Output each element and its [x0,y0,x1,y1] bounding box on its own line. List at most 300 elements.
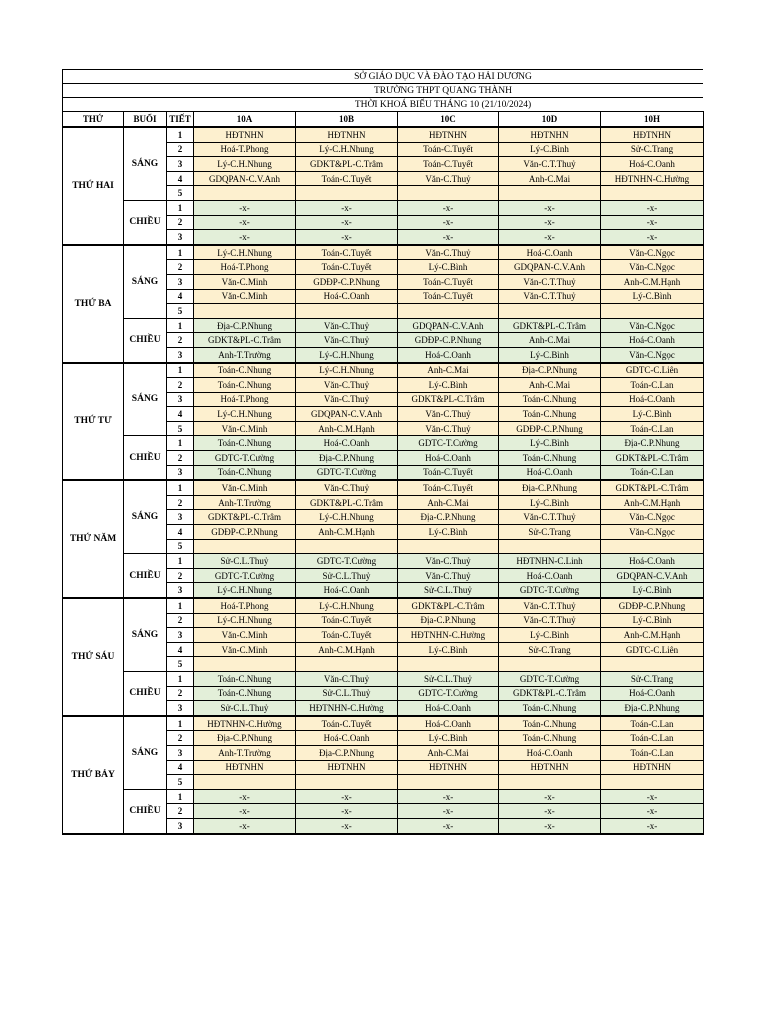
col-header-day: THỨ [63,112,124,128]
lesson-cell-10d: Hoá-C.Oanh [499,245,601,260]
lesson-cell-10h: Lý-C.Bình [601,407,704,422]
lesson-cell-10d: Anh-C.Mai [499,333,601,348]
lesson-cell-10d: Toán-C.Nhung [499,716,601,731]
lesson-cell-10c: Lý-C.Bình [398,378,499,393]
lesson-cell-10a: Toán-C.Nhung [194,465,296,480]
lesson-cell-10d: Lý-C.Bình [499,628,601,643]
period-number: 1 [167,789,194,804]
lesson-cell-10b: HĐTNHN [296,760,398,775]
lesson-cell-10c: Anh-C.Mai [398,363,499,378]
lesson-cell-10b: Văn-C.Thuỷ [296,318,398,333]
table-row [63,318,704,333]
lesson-cell-10h: Hoá-C.Oanh [601,554,704,569]
lesson-cell-10c: GDQPAN-C.V.Anh [398,318,499,333]
lesson-cell-10d: Lý-C.Bình [499,347,601,362]
lesson-cell-10d [499,775,601,790]
lesson-cell-10d [499,186,601,201]
lesson-cell-10h: GDTC-C.Liên [601,363,704,378]
lesson-cell-10a: Văn-C.Minh [194,289,296,304]
period-number: 4 [167,760,194,775]
lesson-cell-10d [499,304,601,319]
lesson-cell-10h: Địa-C.P.Nhung [601,701,704,716]
lesson-cell-10h: Sử-C.Trang [601,142,704,157]
lesson-cell-10h: -x- [601,230,704,245]
lesson-cell-10b: GDTC-T.Cường [296,554,398,569]
lesson-cell-10c: HĐTNHN-C.Hường [398,628,499,643]
period-number: 4 [167,642,194,657]
lesson-cell-10a: Anh-T.Trường [194,495,296,510]
lesson-cell-10c: Anh-C.Mai [398,745,499,760]
day-label: THỨ HAI [63,127,124,245]
lesson-cell-10c: Địa-C.P.Nhung [398,613,499,628]
lesson-cell-10c: Văn-C.Thuỷ [398,421,499,436]
period-number: 2 [167,451,194,466]
lesson-cell-10b: Lý-C.H.Nhung [296,598,398,613]
lesson-cell-10d: GDTC-T.Cường [499,671,601,686]
lesson-cell-10a: -x- [194,200,296,215]
lesson-cell-10d: Anh-C.Mai [499,378,601,393]
lesson-cell-10d: HĐTNHN [499,760,601,775]
lesson-cell-10h [601,775,704,790]
lesson-cell-10a: GDTC-T.Cường [194,568,296,583]
lesson-cell-10b: GDTC-T.Cường [296,465,398,480]
lesson-cell-10a: GDKT&PL-C.Trâm [194,510,296,525]
lesson-cell-10c: Hoá-C.Oanh [398,451,499,466]
lesson-cell-10b: Sử-C.L.Thuỷ [296,686,398,701]
lesson-cell-10b: -x- [296,215,398,230]
lesson-cell-10c: Văn-C.Thuỷ [398,568,499,583]
col-header-10c: 10C [398,112,499,128]
timetable [62,111,704,835]
period-number: 3 [167,701,194,716]
lesson-cell-10a: Văn-C.Minh [194,274,296,289]
lesson-cell-10b: Địa-C.P.Nhung [296,451,398,466]
lesson-cell-10b: Văn-C.Thuỷ [296,392,398,407]
table-row [63,245,704,260]
period-number: 4 [167,171,194,186]
period-number: 1 [167,200,194,215]
period-number: 2 [167,613,194,628]
lesson-cell-10c: Hoá-C.Oanh [398,716,499,731]
lesson-cell-10b [296,775,398,790]
lesson-cell-10c: Toán-C.Tuyết [398,465,499,480]
col-header-session: BUỔI [124,112,167,128]
lesson-cell-10h: Toán-C.Lan [601,731,704,746]
lesson-cell-10b: Hoá-C.Oanh [296,583,398,598]
lesson-cell-10h [601,186,704,201]
day-label: THỨ BẢY [63,716,124,834]
day-label: THỨ NĂM [63,480,124,598]
day-label: THỨ TƯ [63,363,124,481]
lesson-cell-10c: Văn-C.Thuỷ [398,407,499,422]
lesson-cell-10c: HĐTNHN [398,127,499,142]
lesson-cell-10b: Hoá-C.Oanh [296,731,398,746]
lesson-cell-10d: GDQPAN-C.V.Anh [499,260,601,275]
lesson-cell-10h: Anh-C.M.Hạnh [601,495,704,510]
lesson-cell-10h: GDĐP-C.P.Nhung [601,598,704,613]
session-label-morning: SÁNG [124,598,167,671]
lesson-cell-10d: Văn-C.T.Thuỷ [499,157,601,172]
lesson-cell-10a: -x- [194,818,296,833]
timetable-title: THỜI KHOÁ BIỂU THÁNG 10 (21/10/2024) [62,97,703,111]
lesson-cell-10c: Toán-C.Tuyết [398,480,499,495]
session-label-afternoon: CHIỀU [124,318,167,362]
lesson-cell-10a: Địa-C.P.Nhung [194,731,296,746]
lesson-cell-10a: Sử-C.L.Thuỷ [194,701,296,716]
lesson-cell-10a: GDQPAN-C.V.Anh [194,171,296,186]
session-label-afternoon: CHIỀU [124,671,167,715]
lesson-cell-10d: Văn-C.T.Thuỷ [499,510,601,525]
lesson-cell-10h: GDQPAN-C.V.Anh [601,568,704,583]
lesson-cell-10c: Hoá-C.Oanh [398,701,499,716]
lesson-cell-10h: Địa-C.P.Nhung [601,436,704,451]
lesson-cell-10a: Văn-C.Minh [194,628,296,643]
period-number: 2 [167,142,194,157]
table-row [63,127,704,142]
lesson-cell-10c: Lý-C.Bình [398,731,499,746]
lesson-cell-10c: Văn-C.Thuỷ [398,245,499,260]
period-number: 2 [167,215,194,230]
period-number: 5 [167,775,194,790]
period-number: 2 [167,731,194,746]
lesson-cell-10b: Lý-C.H.Nhung [296,363,398,378]
lesson-cell-10h: Văn-C.Ngọc [601,525,704,540]
lesson-cell-10c [398,186,499,201]
lesson-cell-10d: -x- [499,804,601,819]
lesson-cell-10d: Văn-C.T.Thuỷ [499,613,601,628]
lesson-cell-10h: Anh-C.M.Hạnh [601,274,704,289]
lesson-cell-10h: GDTC-C.Liên [601,642,704,657]
lesson-cell-10b: Văn-C.Thuỷ [296,378,398,393]
lesson-cell-10b: Văn-C.Thuỷ [296,671,398,686]
lesson-cell-10h: Toán-C.Lan [601,421,704,436]
lesson-cell-10a: Sử-C.L.Thuỷ [194,554,296,569]
lesson-cell-10b: Lý-C.H.Nhung [296,510,398,525]
period-number: 3 [167,583,194,598]
lesson-cell-10c: GDTC-T.Cường [398,686,499,701]
lesson-cell-10h: Văn-C.Ngọc [601,245,704,260]
lesson-cell-10h: Văn-C.Ngọc [601,510,704,525]
lesson-cell-10a: Hoá-T.Phong [194,598,296,613]
lesson-cell-10d: HĐTNHN-C.Linh [499,554,601,569]
period-number: 1 [167,363,194,378]
lesson-cell-10c: Văn-C.Thuỷ [398,554,499,569]
lesson-cell-10a: Lý-C.H.Nhung [194,157,296,172]
period-number: 5 [167,657,194,672]
lesson-cell-10h: GDKT&PL-C.Trâm [601,480,704,495]
lesson-cell-10d: Lý-C.Bình [499,436,601,451]
lesson-cell-10h: Hoá-C.Oanh [601,333,704,348]
col-header-period: TIẾT [167,112,194,128]
session-label-afternoon: CHIỀU [124,789,167,833]
lesson-cell-10a: Toán-C.Nhung [194,686,296,701]
lesson-cell-10d: Hoá-C.Oanh [499,465,601,480]
lesson-cell-10b: -x- [296,818,398,833]
lesson-cell-10d: Toán-C.Nhung [499,451,601,466]
lesson-cell-10h: Hoá-C.Oanh [601,157,704,172]
table-row [63,789,704,804]
lesson-cell-10b: Lý-C.H.Nhung [296,142,398,157]
period-number: 3 [167,745,194,760]
lesson-cell-10d [499,657,601,672]
lesson-cell-10c: GDKT&PL-C.Trâm [398,392,499,407]
lesson-cell-10a [194,186,296,201]
lesson-cell-10c [398,539,499,554]
lesson-cell-10a: Lý-C.H.Nhung [194,407,296,422]
lesson-cell-10b: Sử-C.L.Thuỷ [296,568,398,583]
lesson-cell-10h: Toán-C.Lan [601,745,704,760]
lesson-cell-10b: -x- [296,200,398,215]
table-row [63,598,704,613]
lesson-cell-10d: GDKT&PL-C.Trâm [499,318,601,333]
lesson-cell-10b: Toán-C.Tuyết [296,716,398,731]
lesson-cell-10a: Lý-C.H.Nhung [194,245,296,260]
lesson-cell-10a: Toán-C.Nhung [194,671,296,686]
period-number: 3 [167,465,194,480]
lesson-cell-10h: Lý-C.Bình [601,583,704,598]
lesson-cell-10a: Địa-C.P.Nhung [194,318,296,333]
session-label-afternoon: CHIỀU [124,200,167,244]
period-number: 1 [167,554,194,569]
lesson-cell-10c: HĐTNHN [398,760,499,775]
period-number: 1 [167,127,194,142]
lesson-cell-10a: Lý-C.H.Nhung [194,583,296,598]
lesson-cell-10h: -x- [601,789,704,804]
period-number: 3 [167,347,194,362]
lesson-cell-10c: Sử-C.L.Thuỷ [398,671,499,686]
lesson-cell-10b [296,186,398,201]
lesson-cell-10d: -x- [499,789,601,804]
lesson-cell-10c: -x- [398,818,499,833]
lesson-cell-10d: Lý-C.Bình [499,142,601,157]
table-row [63,480,704,495]
lesson-cell-10b: Toán-C.Tuyết [296,628,398,643]
lesson-cell-10h [601,657,704,672]
lesson-cell-10d: Toán-C.Nhung [499,701,601,716]
lesson-cell-10b: Toán-C.Tuyết [296,260,398,275]
lesson-cell-10b: Toán-C.Tuyết [296,613,398,628]
col-header-10b: 10B [296,112,398,128]
col-header-10d: 10D [499,112,601,128]
lesson-cell-10d: Sử-C.Trang [499,525,601,540]
table-row [63,671,704,686]
period-number: 2 [167,333,194,348]
lesson-cell-10d: Địa-C.P.Nhung [499,363,601,378]
lesson-cell-10d: Văn-C.T.Thuỷ [499,598,601,613]
period-number: 2 [167,260,194,275]
lesson-cell-10c: Toán-C.Tuyết [398,157,499,172]
col-header-10h: 10H [601,112,704,128]
col-header-10a: 10A [194,112,296,128]
lesson-cell-10b: Toán-C.Tuyết [296,245,398,260]
timetable-sheet [62,69,703,835]
lesson-cell-10c: Toán-C.Tuyết [398,142,499,157]
lesson-cell-10b: Địa-C.P.Nhung [296,745,398,760]
period-number: 1 [167,716,194,731]
timetable-body [63,127,704,834]
period-number: 1 [167,480,194,495]
lesson-cell-10a [194,657,296,672]
lesson-cell-10b: Anh-C.M.Hạnh [296,642,398,657]
lesson-cell-10h: Hoá-C.Oanh [601,686,704,701]
period-number: 5 [167,421,194,436]
lesson-cell-10d: Toán-C.Nhung [499,407,601,422]
period-number: 1 [167,436,194,451]
lesson-cell-10h: HĐTNHN-C.Hường [601,171,704,186]
period-number: 1 [167,318,194,333]
lesson-cell-10h: Lý-C.Bình [601,289,704,304]
period-number: 3 [167,274,194,289]
lesson-cell-10d: Toán-C.Nhung [499,731,601,746]
lesson-cell-10c: Toán-C.Tuyết [398,274,499,289]
lesson-cell-10d: Sử-C.Trang [499,642,601,657]
lesson-cell-10a: -x- [194,804,296,819]
period-number: 2 [167,804,194,819]
lesson-cell-10b: Văn-C.Thuỷ [296,333,398,348]
period-number: 3 [167,818,194,833]
lesson-cell-10b: GDKT&PL-C.Trâm [296,157,398,172]
lesson-cell-10b: -x- [296,230,398,245]
lesson-cell-10c: -x- [398,804,499,819]
lesson-cell-10b: GDKT&PL-C.Trâm [296,495,398,510]
lesson-cell-10a: -x- [194,215,296,230]
session-label-morning: SÁNG [124,127,167,200]
session-label-morning: SÁNG [124,716,167,789]
lesson-cell-10a [194,304,296,319]
period-number: 4 [167,407,194,422]
lesson-cell-10c [398,775,499,790]
lesson-cell-10h: -x- [601,200,704,215]
lesson-cell-10d: -x- [499,230,601,245]
lesson-cell-10a: Hoá-T.Phong [194,142,296,157]
lesson-cell-10d: Hoá-C.Oanh [499,568,601,583]
lesson-cell-10h: Văn-C.Ngọc [601,318,704,333]
lesson-cell-10c: Anh-C.Mai [398,495,499,510]
period-number: 5 [167,539,194,554]
lesson-cell-10a: Toán-C.Nhung [194,363,296,378]
lesson-cell-10c: Hoá-C.Oanh [398,347,499,362]
day-label: THỨ SÁU [63,598,124,716]
lesson-cell-10a: Anh-T.Trường [194,745,296,760]
lesson-cell-10h: Toán-C.Lan [601,465,704,480]
lesson-cell-10b: -x- [296,804,398,819]
lesson-cell-10d: Anh-C.Mai [499,171,601,186]
lesson-cell-10c: GDĐP-C.P.Nhung [398,333,499,348]
lesson-cell-10b [296,304,398,319]
session-label-morning: SÁNG [124,245,167,318]
lesson-cell-10c: Sử-C.L.Thuỷ [398,583,499,598]
lesson-cell-10c: GDKT&PL-C.Trâm [398,598,499,613]
period-number: 3 [167,628,194,643]
lesson-cell-10h: GDKT&PL-C.Trâm [601,451,704,466]
lesson-cell-10d: Văn-C.T.Thuỷ [499,289,601,304]
period-number: 3 [167,230,194,245]
lesson-cell-10d: Lý-C.Bình [499,495,601,510]
lesson-cell-10d [499,539,601,554]
lesson-cell-10a [194,539,296,554]
table-row [63,716,704,731]
day-label: THỨ BA [63,245,124,363]
lesson-cell-10c: -x- [398,230,499,245]
lesson-cell-10b: Anh-C.M.Hạnh [296,421,398,436]
lesson-cell-10a: GDĐP-C.P.Nhung [194,525,296,540]
lesson-cell-10a: Văn-C.Minh [194,480,296,495]
lesson-cell-10b: -x- [296,789,398,804]
period-number: 1 [167,598,194,613]
lesson-cell-10c: -x- [398,789,499,804]
lesson-cell-10d: GDĐP-C.P.Nhung [499,421,601,436]
period-number: 4 [167,289,194,304]
lesson-cell-10c: Lý-C.Bình [398,642,499,657]
table-row [63,436,704,451]
lesson-cell-10c [398,304,499,319]
session-label-afternoon: CHIỀU [124,436,167,480]
period-number: 3 [167,157,194,172]
lesson-cell-10c: GDTC-T.Cường [398,436,499,451]
period-number: 1 [167,245,194,260]
lesson-cell-10h: -x- [601,818,704,833]
lesson-cell-10b: Toán-C.Tuyết [296,171,398,186]
lesson-cell-10c: Toán-C.Tuyết [398,289,499,304]
period-number: 1 [167,671,194,686]
lesson-cell-10d: -x- [499,215,601,230]
lesson-cell-10a: -x- [194,789,296,804]
lesson-cell-10h: HĐTNHN [601,127,704,142]
lesson-cell-10d: Hoá-C.Oanh [499,745,601,760]
period-number: 3 [167,510,194,525]
lesson-cell-10h: Toán-C.Lan [601,716,704,731]
lesson-cell-10h: -x- [601,215,704,230]
lesson-cell-10a: Văn-C.Minh [194,421,296,436]
lesson-cell-10h: -x- [601,804,704,819]
lesson-cell-10d: -x- [499,818,601,833]
lesson-cell-10h: Văn-C.Ngọc [601,260,704,275]
lesson-cell-10b: Văn-C.Thuỷ [296,480,398,495]
session-label-afternoon: CHIỀU [124,554,167,598]
lesson-cell-10h: Lý-C.Bình [601,613,704,628]
school-name: TRƯỜNG THPT QUANG THÀNH [62,83,703,97]
lesson-cell-10d: GDTC-T.Cường [499,583,601,598]
lesson-cell-10c [398,657,499,672]
lesson-cell-10c: Lý-C.Bình [398,525,499,540]
lesson-cell-10b: Hoá-C.Oanh [296,289,398,304]
period-number: 5 [167,304,194,319]
session-label-morning: SÁNG [124,363,167,436]
lesson-cell-10a: Toán-C.Nhung [194,436,296,451]
lesson-cell-10h: HĐTNHN [601,760,704,775]
table-row [63,200,704,215]
lesson-cell-10h [601,304,704,319]
lesson-cell-10c: -x- [398,200,499,215]
lesson-cell-10a: Anh-T.Trường [194,347,296,362]
lesson-cell-10a: Hoá-T.Phong [194,260,296,275]
lesson-cell-10b: Hoá-C.Oanh [296,436,398,451]
lesson-cell-10d: Toán-C.Nhung [499,392,601,407]
lesson-cell-10c: Địa-C.P.Nhung [398,510,499,525]
lesson-cell-10h: Văn-C.Ngọc [601,347,704,362]
lesson-cell-10c: Văn-C.Thuỷ [398,171,499,186]
lesson-cell-10d: -x- [499,200,601,215]
lesson-cell-10d: GDKT&PL-C.Trâm [499,686,601,701]
lesson-cell-10h: Hoá-C.Oanh [601,392,704,407]
column-header-row [63,112,704,128]
period-number: 4 [167,525,194,540]
lesson-cell-10h: Toán-C.Lan [601,378,704,393]
lesson-cell-10c: Lý-C.Bình [398,260,499,275]
lesson-cell-10a: Lý-C.H.Nhung [194,613,296,628]
lesson-cell-10a: Hoá-T.Phong [194,392,296,407]
table-row [63,363,704,378]
